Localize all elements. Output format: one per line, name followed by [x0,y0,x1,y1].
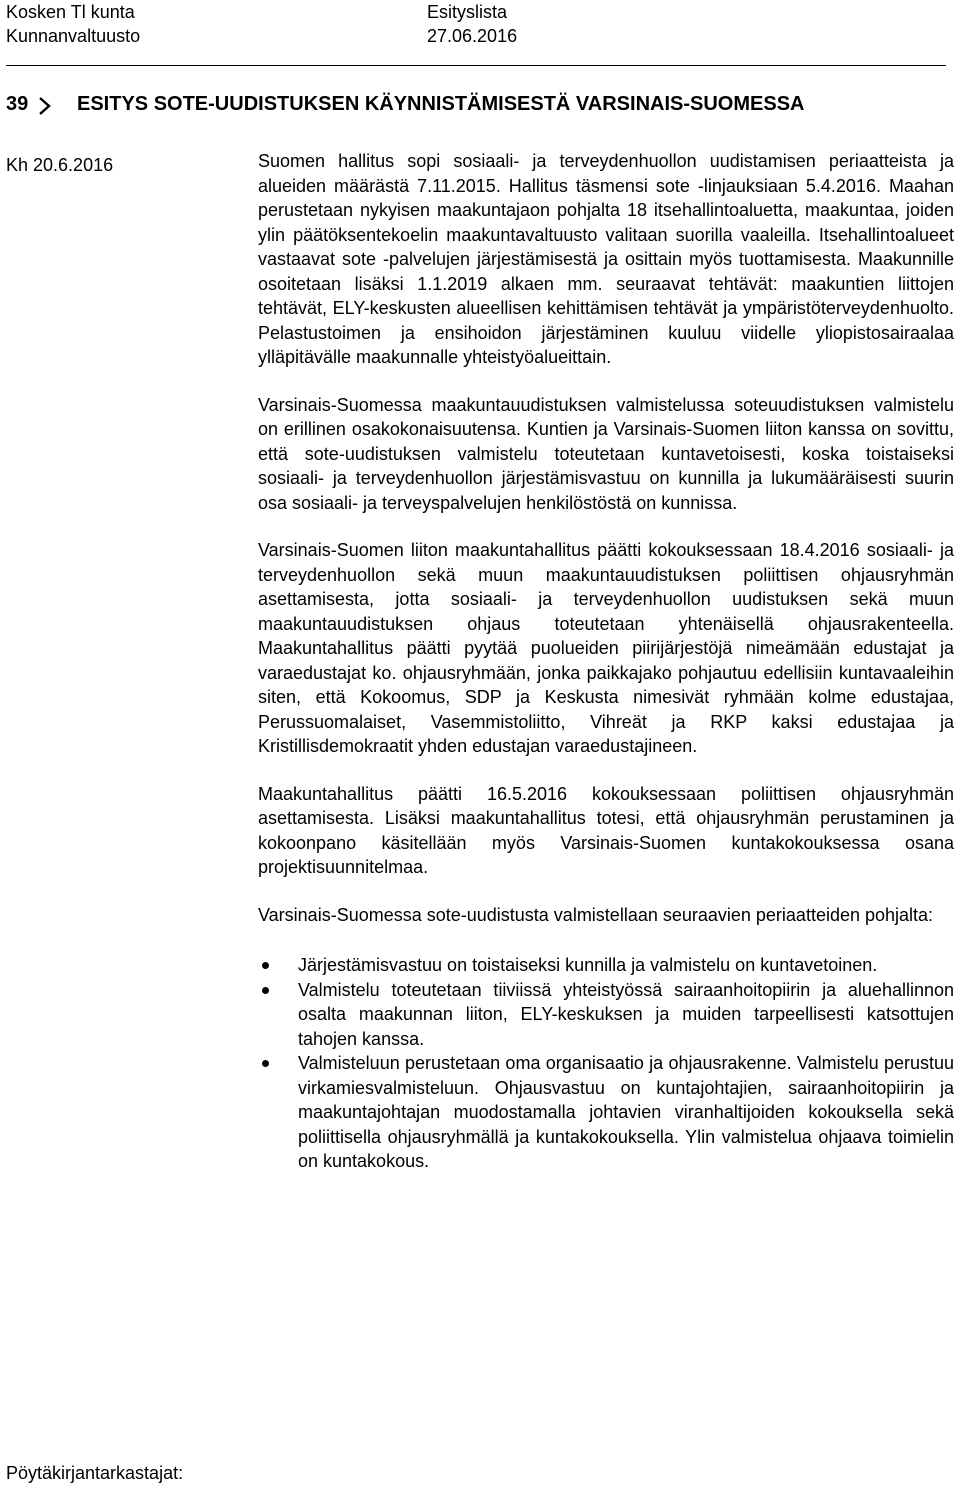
list-item [258,978,954,1052]
list-item [258,1051,954,1174]
paragraph: Varsinais-Suomessa maakuntauudistuksen valmistelussa soteuudistuksen valmistelu on erillinen osakokonaisuutensa. Kuntien ja Varsinais-Suomen liiton kanssa on sovittu, että sote-uudistuksen valmistelu toteutetaan kuntavetoisesti, koska toistaiseksi sosiaali- ja terveydenhuollon järjestämisvastuu on kunnilla ja lukumääräisesti suurin osa sosiaali- ja terveyspalvelujen henkilöstöstä on kunnissa. [258,394,954,513]
header-divider [6,65,946,66]
list-item-text: Valmisteluun perustetaan oma organisaatio ja ohjausrakenne. Valmistelu perustuu virkamiesvalmisteluun. Ohjausvastuu on kuntajohtajien, sairaanhoitopiirin ja maakuntajohtajan muodostamalla johtavien viranhaltijoiden kokouksella sekä poliittisella ohjausryhmällä ja kuntakokouksella. Ylin valmistelua ohjaava toimielin on kuntakokous. [298,1053,954,1171]
bullet-icon [262,987,269,994]
arrow-right-icon [39,97,51,121]
list-item [258,953,954,978]
footer-label: Pöytäkirjantarkastajat: [6,1463,184,1483]
list-item-text: Järjestämisvastuu on toistaiseksi kunnilla ja valmistelu on kuntavetoinen. [298,955,878,975]
item-title: ESITYS SOTE-UUDISTUKSEN KÄYNNISTÄMISESTÄ VARSINAIS-SUOMESSA [77,93,805,115]
paragraph: Suomen hallitus sopi sosiaali- ja terveydenhuollon uudistamisen periaatteista ja alueiden määrästä 7.11.2015. Hallitus täsmensi sote -linjauksiaan 5.4.2016. Maahan perustetaan nykyisen maakuntajaon pohjalta 18 itsehallintoaluetta, maakuntaa, joiden ylin päätöksentekoelin maakuntavaltuusto valitaan suorilla vaaleilla. Itsehallintoalueet vastaavat sote -palvelujen järjestämisestä ja osittain myös tuottamisesta. Maakunnille osoitetaan lisäksi 1.1.2019 alkaen mm. seuraavat tehtävät: maakuntien liittojen tehtävät, ELY-keskusten alueellisen kehittämisen tehtävät ja ympäristöterveydenhuolto. Pelastustoimen ja ensihoidon järjestäminen kuuluu viidelle yliopistosairaalaa ylläpitävälle maakunnalle yhteistyöalueittain. [258,151,954,367]
paragraph: Maakuntahallitus päätti 16.5.2016 kokouksessaan poliittisen ohjausryhmän asettamisesta. Lisäksi maakuntahallitus totesi, että ohjausryhmän perustaminen ja kokoonpano käsitellään myös Varsinais-Suomen kuntakokouksessa osana projektisuunnitelmaa. [258,783,954,877]
item-body [258,149,954,1174]
bullet-icon [262,1060,269,1067]
list-item-text: Valmistelu toteutetaan tiiviissä yhteistyössä sairaanhoitopiirin ja aluehallinnon osalta maakunnan liiton, ELY-keskuksen ja muiden tarpeellisesti katsottujen tahojen kanssa. [298,979,954,1049]
header-org: Kosken Tl kunta [6,2,135,22]
principles-list [258,953,954,1174]
header-date: 27.06.2016 [427,26,518,46]
item-number: 39 [6,93,29,115]
paragraph: Varsinais-Suomen liiton maakuntahallitus päätti kokouksessaan 18.4.2016 sosiaali- ja terveydenhuollon sekä muun maakuntauudistuksen poliittisen ohjausryhmän asettamisesta, jotta sosiaali- ja terveydenhuollon uudistuksen sekä muun maakuntauudistuksen ohjaus toteutetaan yhtenäisellä ohjausrakenteella. Maakuntahallitus päätti pyytää puolueiden piirijärjestöjä nimeämään edustajat ja varaedustajat ko. ohjausryhmään, jonka paikkajako pohjautuu edellisiin kuntavaaleihin siten, että Kokoomus, SDP ja Keskusta nimesivät ryhmään kolme edustajaa, Perussuomalaiset, Vasemmistoliitto, Vihreät ja RKP kaksi edustajaa ja Kristillisdemokraatit yhden edustajan varaedustajineen. [258,540,954,756]
meeting-reference: Kh 20.6.2016 [6,155,114,175]
header-body: Kunnanvaltuusto [6,26,141,46]
paragraph: Varsinais-Suomessa sote-uudistusta valmistellaan seuraavien periaatteiden pohjalta: [258,904,934,925]
bullet-icon [262,962,269,969]
header-doc-type: Esityslista [427,2,508,22]
